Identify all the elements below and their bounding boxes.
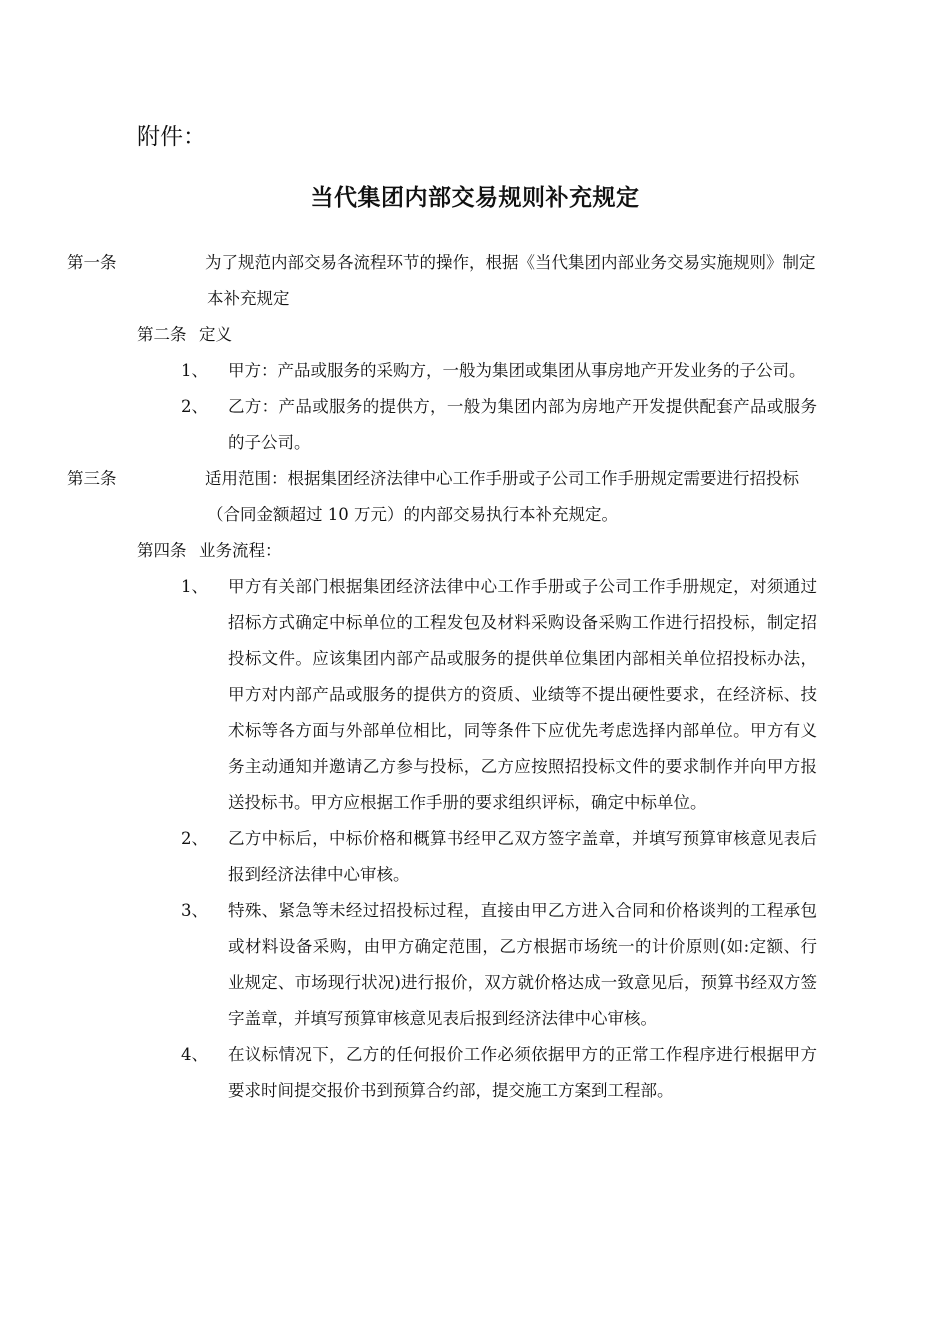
article-text: 适用范围：根据集团经济法律中心工作手册或子公司工作手册规定需要进行招投标（合同金额超过 10 万元）的内部交易执行本补充规定。 (205, 469, 799, 524)
article-label: 第四条 (137, 541, 187, 560)
list-item (137, 353, 817, 389)
list-item (137, 1037, 817, 1109)
document-body (67, 245, 817, 1109)
article-text: 业务流程： (199, 541, 282, 560)
item-text: 乙方：产品或服务的提供方，一般为集团内部为房地产开发提供配套产品或服务的子公司。 (228, 397, 817, 452)
item-number: 1、 (181, 577, 208, 596)
item-text: 甲方：产品或服务的采购方，一般为集团或集团从事房地产开发业务的子公司。 (228, 361, 806, 380)
list-item (137, 389, 817, 461)
item-number: 1、 (181, 361, 208, 380)
article-2 (137, 317, 817, 353)
item-text: 在议标情况下，乙方的任何报价工作必须依据甲方的正常工作程序进行根据甲方要求时间提交报价书到预算合约部，提交施工方案到工程部。 (228, 1045, 817, 1100)
article-4 (137, 533, 817, 569)
item-text: 特殊、紧急等未经过招投标过程，直接由甲乙方进入合同和价格谈判的工程承包或材料设备采购，由甲方确定范围，乙方根据市场统一的计价原则(如:定额、行业规定、市场现行状况)进行报价，双方就价格达成一致意见后，预算书经双方签字盖章，并填写预算审核意见表后报到经济法律中心审核。 (228, 901, 817, 1028)
attachment-label: 附件： (137, 124, 206, 150)
article-label: 第三条 (67, 469, 117, 488)
item-text: 乙方中标后，中标价格和概算书经甲乙双方签字盖章，并填写预算审核意见表后报到经济法律中心审核。 (228, 829, 817, 884)
document-title: 当代集团内部交易规则补充规定 (310, 185, 640, 211)
article-1 (67, 245, 817, 317)
article-text: 为了规范内部交易各流程环节的操作，根据《当代集团内部业务交易实施规则》制定本补充规定 (205, 253, 816, 308)
list-item (137, 821, 817, 893)
list-item (137, 893, 817, 1037)
list-item (137, 569, 817, 821)
article-label: 第二条 (137, 325, 187, 344)
article-label: 第一条 (67, 253, 117, 272)
item-number: 2、 (181, 829, 208, 848)
article-3 (67, 461, 817, 533)
item-text: 甲方有关部门根据集团经济法律中心工作手册或子公司工作手册规定，对须通过招标方式确定中标单位的工程发包及材料采购设备采购工作进行招投标，制定招投标文件。应该集团内部产品或服务的提供单位集团内部相关单位招投标办法，甲方对内部产品或服务的提供方的资质、业绩等不提出硬性要求，在经济标、技术标等各方面与外部单位相比，同等条件下应优先考虑选择内部单位。甲方有义务主动通知并邀请乙方参与投标，乙方应按照招投标文件的要求制作并向甲方报送投标书。甲方应根据工作手册的要求组织评标，确定中标单位。 (228, 577, 817, 812)
item-number: 4、 (181, 1045, 208, 1064)
article-text: 定义 (199, 325, 232, 344)
item-number: 2、 (181, 397, 208, 416)
item-number: 3、 (181, 901, 208, 920)
